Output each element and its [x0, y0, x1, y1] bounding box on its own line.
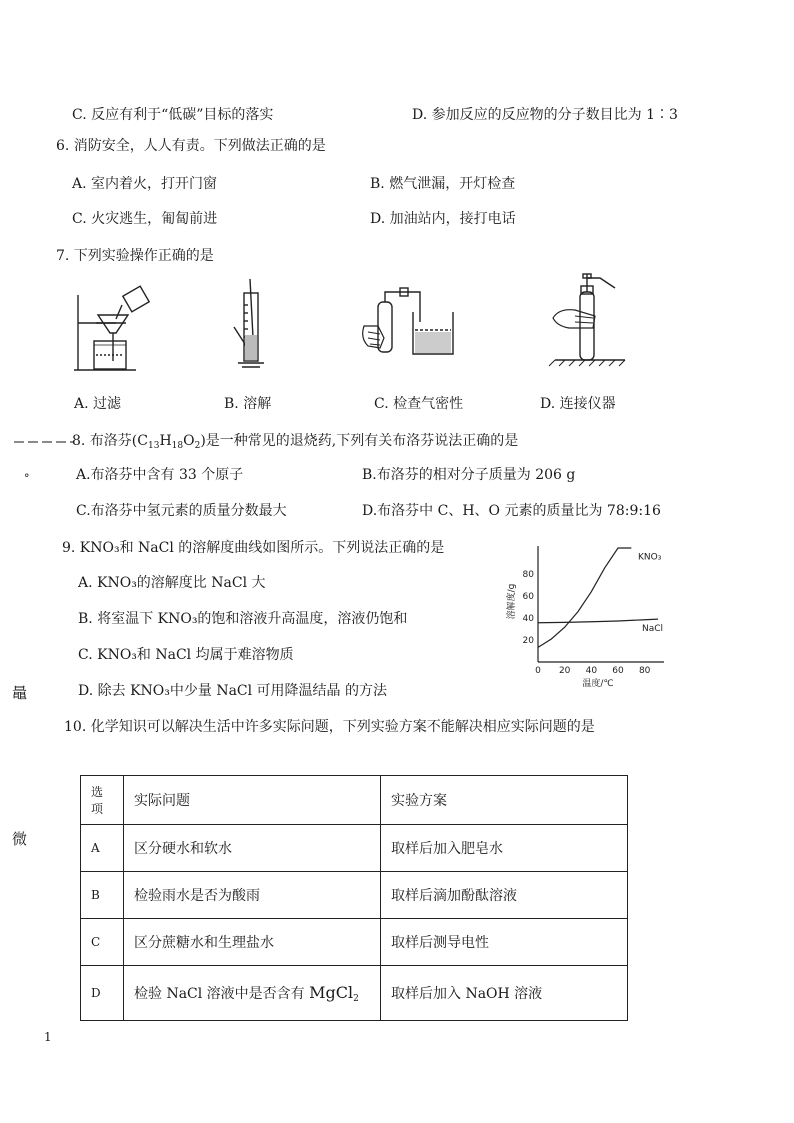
- table-cell-option: B: [81, 872, 124, 919]
- series-label-nacl: NaCl: [642, 624, 664, 635]
- table-cell-option: A: [81, 825, 124, 872]
- table-cell-plan: 取样后加入 NaOH 溶液: [381, 966, 628, 1021]
- q6-option-b: B. 燃气泄漏，开灯检查: [370, 176, 516, 192]
- table-cell-problem: 区分蔗糖水和生理盐水: [124, 919, 381, 966]
- solubility-chart: [500, 540, 680, 692]
- q8-option-a: A.布洛芬中含有 33 个原子: [76, 467, 244, 483]
- table-cell-plan: 取样后测导电性: [381, 919, 628, 966]
- series-label-kno3: KNO₃: [638, 552, 662, 563]
- q9-option-d: D. 除去 KNO₃中少量 NaCl 可用降温结晶 的方法: [78, 683, 388, 699]
- filtration-apparatus-icon: [66, 275, 156, 385]
- y-tick-label: 80: [522, 570, 534, 580]
- q7-option-c-label: C. 检查气密性: [374, 396, 464, 412]
- q7-option-d-label: D. 连接仪器: [540, 396, 616, 412]
- y-axis-label: 溶解度/g: [507, 583, 517, 620]
- q6-option-a: A. 室内着火，打开门窗: [72, 176, 218, 192]
- x-tick-label: 20: [558, 666, 571, 676]
- q8-stem: 8. 布洛芬$(C_{13}H_{18}O_2)$是一种常见的退烧药,下列有关布洛芬说法正确的是: [72, 433, 519, 451]
- table-cell-option: C: [81, 919, 124, 966]
- q10-stem: 10. 化学知识可以解决生活中许多实际问题，下列实验方案不能解决相应实际问题的是: [64, 719, 595, 735]
- table-cell-plan: 取样后滴加酚酞溶液: [381, 872, 628, 919]
- q8-option-d: D.布洛芬中 C、H、O 元素的质量比为 78:9:16: [362, 503, 661, 519]
- q9-stem: 9. KNO₃和 NaCl 的溶解度曲线如图所示。下列说法正确的是: [62, 540, 445, 556]
- y-tick-label: 40: [522, 614, 534, 624]
- table-cell-plan: 取样后加入肥皂水: [381, 825, 628, 872]
- q5-option-d: D. 参加反应的反应物的分子数目比为 1∶3: [412, 107, 678, 123]
- margin-dot: °: [24, 472, 30, 485]
- table-cell-problem: 区分硬水和软水: [124, 825, 381, 872]
- q9-option-b: B. 将室温下 KNO₃的饱和溶液升高温度，溶液仍饱和: [78, 611, 408, 627]
- table-header-plan: 实验方案: [381, 776, 628, 825]
- y-tick-label: 20: [522, 636, 534, 646]
- q8-option-b: B.布洛芬的相对分子质量为 206 g: [362, 467, 576, 483]
- q6-stem: 6. 消防安全，人人有责。下列做法正确的是: [56, 138, 326, 154]
- airtightness-check-icon: [358, 282, 468, 367]
- table-row: [81, 919, 628, 966]
- table-row: [81, 872, 628, 919]
- q7-option-a-label: A. 过滤: [74, 396, 122, 412]
- q6-option-d: D. 加油站内，接打电话: [370, 211, 516, 227]
- q9-option-c: C. KNO₃和 NaCl 均属于难溶物质: [78, 647, 294, 663]
- x-tick-label: 0: [535, 666, 541, 676]
- table-header-option: 选项: [81, 776, 124, 825]
- series-line-kno3: [538, 548, 631, 647]
- y-tick-label: 60: [522, 592, 534, 602]
- q6-option-c: C. 火灾逃生，匍匐前进: [72, 211, 218, 227]
- q10-table: [80, 775, 628, 1021]
- q7-stem: 7. 下列实验操作正确的是: [56, 248, 214, 264]
- x-tick-label: 40: [585, 666, 598, 676]
- table-header-problem: 实际问题: [124, 776, 381, 825]
- graduated-cylinder-stirring-icon: [232, 275, 272, 375]
- q8-option-c: C.布洛芬中氢元素的质量分数最大: [76, 503, 287, 519]
- page-number: 1: [44, 1030, 52, 1044]
- x-tick-label: 80: [638, 666, 651, 676]
- x-tick-label: 60: [612, 666, 624, 676]
- table-cell-problem: 检验 NaCl 溶液中是否含有 MgCl$_2$: [124, 966, 381, 1021]
- margin-char-1: 鼂: [12, 684, 28, 702]
- margin-char-2: 微: [12, 830, 28, 848]
- table-cell-option: D: [81, 966, 124, 1021]
- table-header-row: [81, 776, 628, 825]
- q9-option-a: A. KNO₃的溶解度比 NaCl 大: [78, 575, 266, 591]
- series-line-nacl: [538, 619, 658, 623]
- test-tube-stopper-icon: [545, 272, 640, 367]
- table-cell-problem: 检验雨水是否为酸雨: [124, 872, 381, 919]
- q5-option-c: C. 反应有利于“低碳”目标的落实: [72, 107, 274, 123]
- table-row: [81, 966, 628, 1021]
- x-axis-label: 温度/℃: [582, 679, 614, 689]
- q7-option-b-label: B. 溶解: [224, 396, 272, 412]
- margin-binding-line: [14, 440, 74, 444]
- table-row: [81, 825, 628, 872]
